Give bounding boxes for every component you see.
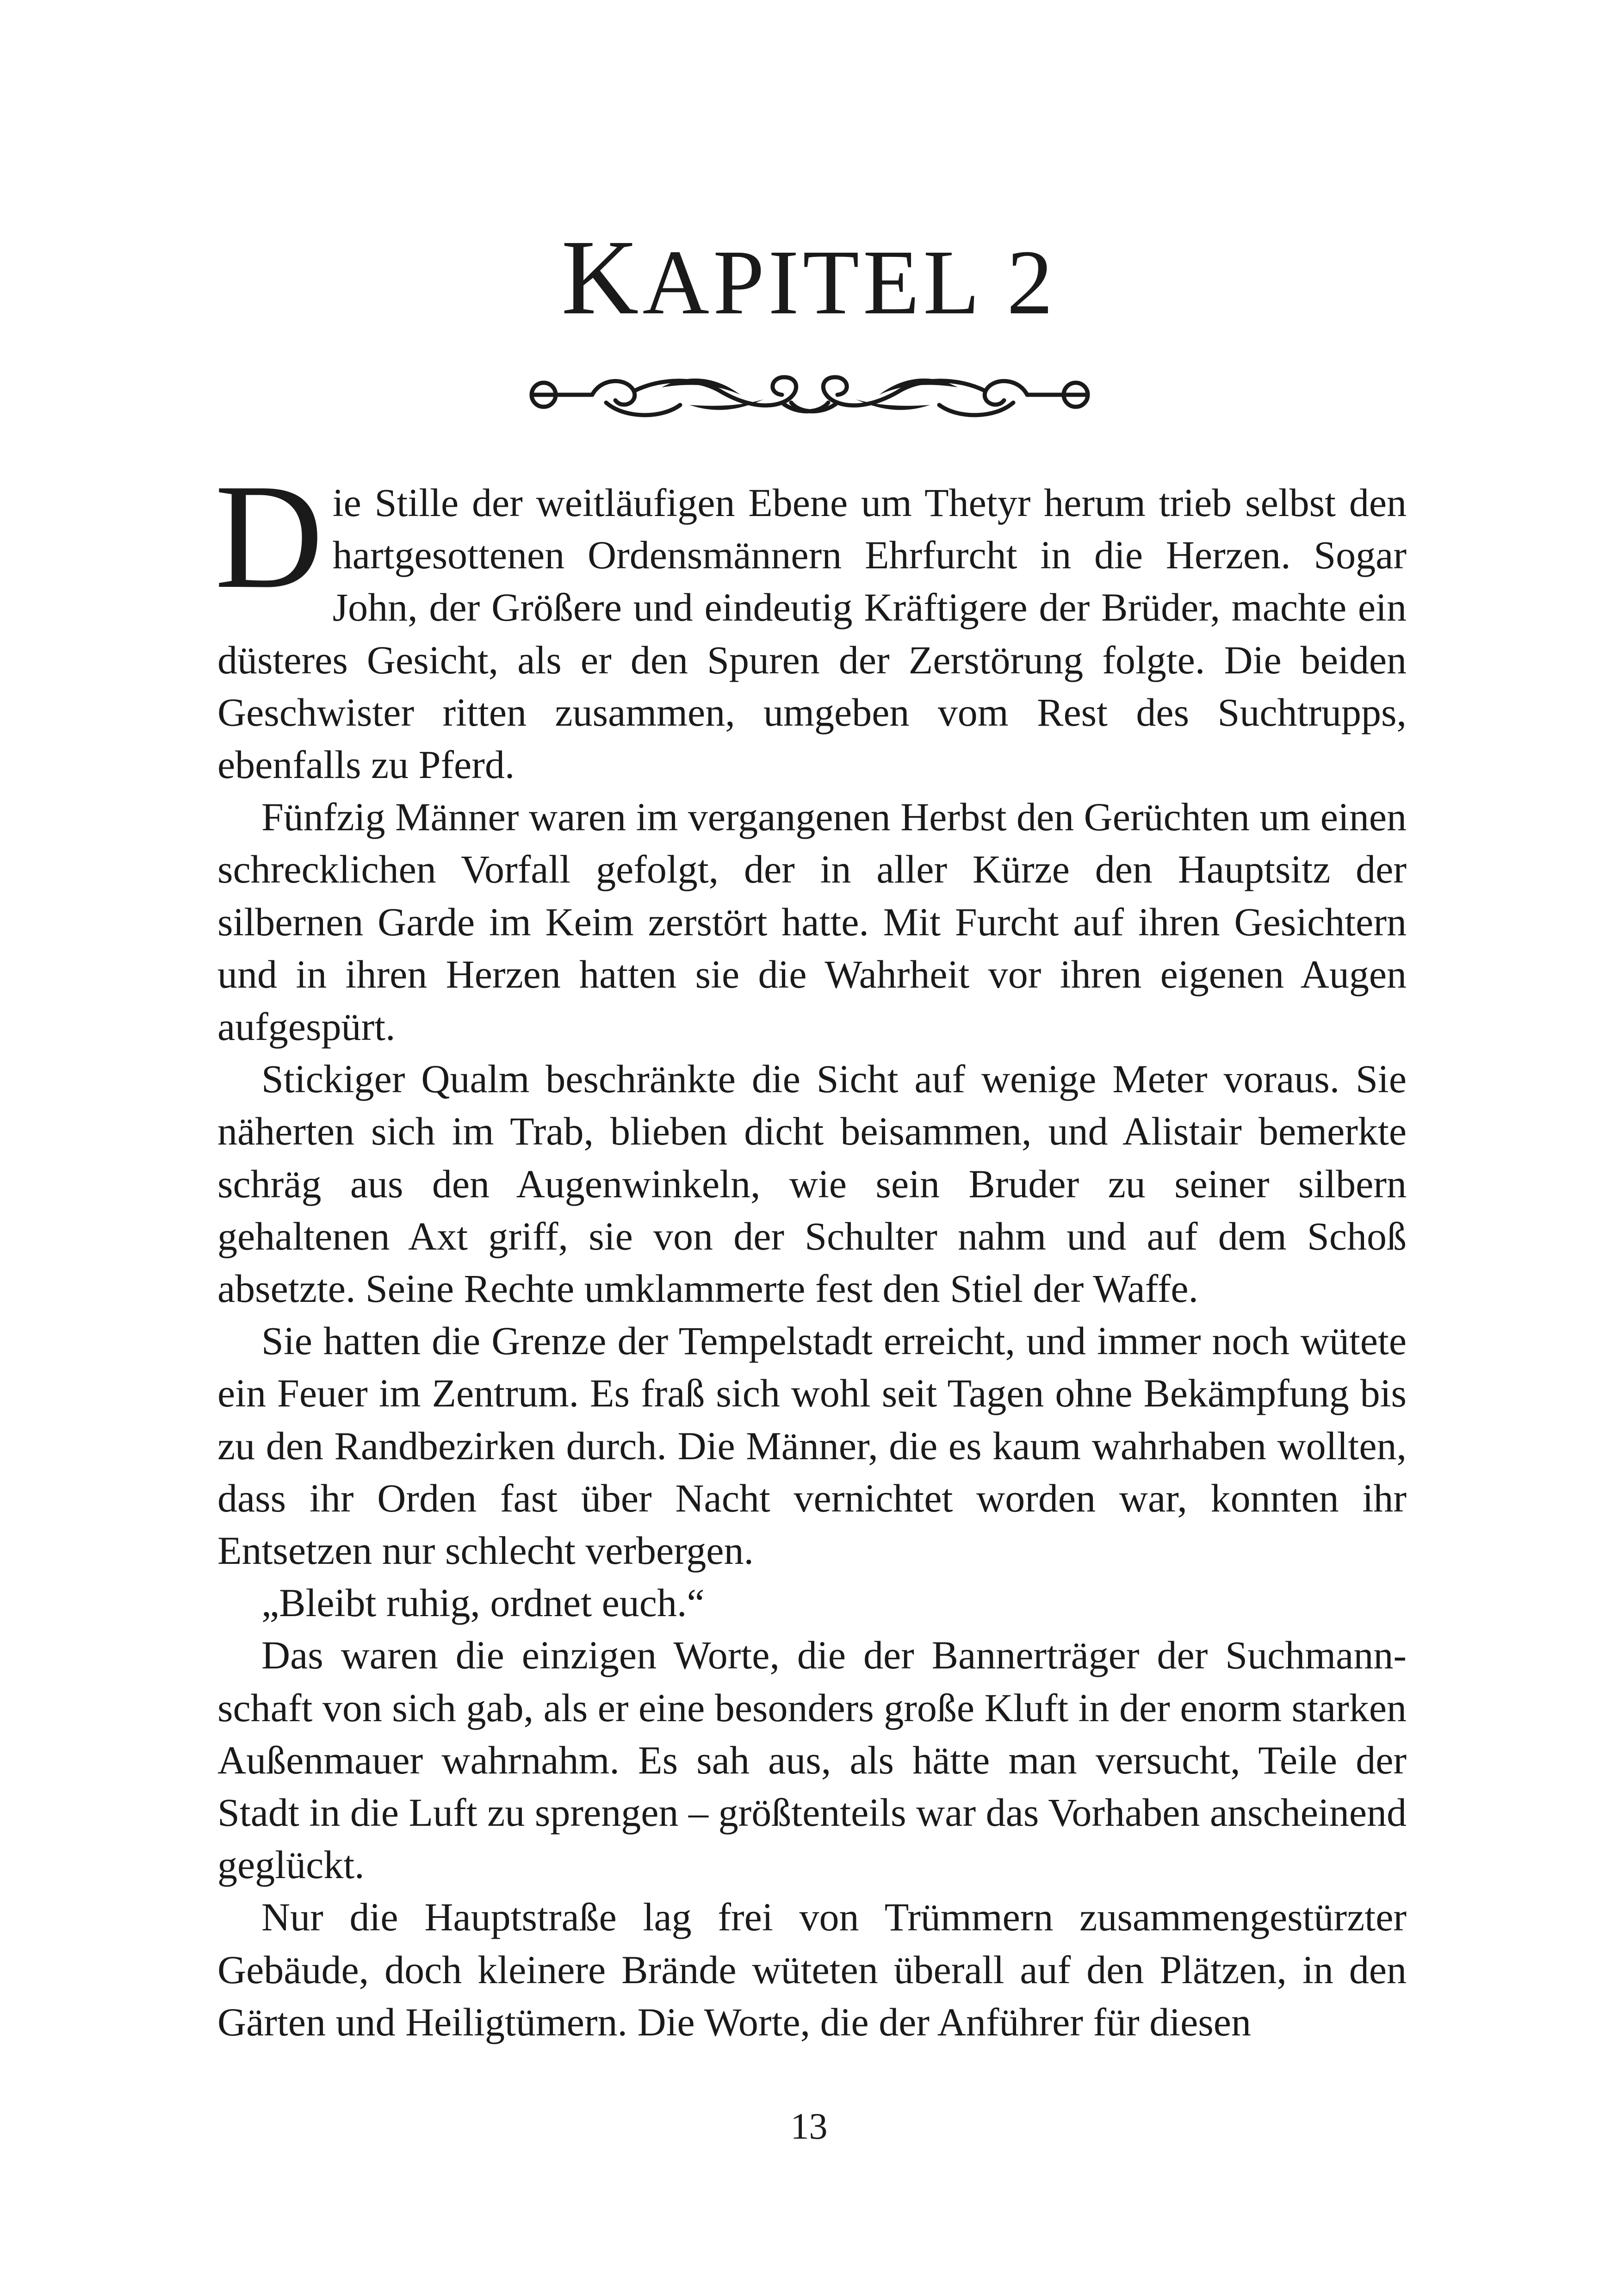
- paragraph-7: Nur die Hauptstraße lag frei von Trümmern zusammengestürzter Gebäude, doch kleinere Brände wüteten überall auf den Plätzen, in den Gärten und Heiligtümern. Die Worte, die der Anführer für diesen: [217, 1895, 1407, 2044]
- chapter-title-rest: APITEL 2: [642, 231, 1057, 334]
- paragraph-1: [215, 453, 1407, 791]
- chapter-title: [0, 218, 1618, 338]
- paragraph-2: Fünfzig Männer waren im vergangenen Herbst den Gerüchten um einen schrecklichen Vorfall gefolgt, der in aller Kürze den Hauptsitz der silbernen Garde im Keim zerstört hatte. Mit Furcht auf ihren Gesichtern und in ihren Herzen hatten sie die Wahrheit vor ihren eigenen Augen aufgespürt.: [217, 795, 1407, 1049]
- paragraph-6: Das waren die einzigen Worte, die der Bannerträger der Suchmannschaft von sich gab, als er eine besonders große Kluft in der enorm starken Außenmauer wahrnahm. Es sah aus, als hätte man versucht, Teile der Stadt in die Luft zu sprengen – größtenteils war das Vorhaben anscheinend geglückt.: [217, 1633, 1407, 1887]
- chapter-title-initial: K: [561, 218, 643, 337]
- paragraph-4: Sie hatten die Grenze der Tempelstadt erreicht, und immer noch wütete ein Feuer im Zentrum. Es fraß sich wohl seit Tagen ohne Bekämpfung bis zu den Randbezirken durch. Die Männer, die es kaum wahrhaben wollten, dass ihr Orden fast über Nacht vernichtet worden war, konnten ihr Entsetzen nur schlecht verbergen.: [217, 1319, 1407, 1573]
- page-number: 13: [790, 2106, 828, 2147]
- paragraph-5: „Bleibt ruhig, ordnet euch.“: [261, 1580, 705, 1625]
- drop-cap: D: [215, 453, 323, 620]
- paragraph-3: Stickiger Qualm beschränkte die Sicht auf wenige Meter voraus. Sie näherten sich im Trab, blieben dicht beisammen, und Alistair bemerkte schräg aus den Augenwinkeln, wie sein Bruder zu seiner silbern gehaltenen Axt griff, sie von der Schulter nahm und auf dem Schoß absetzte. Seine Rechte umklammerte fest den Stiel der Waffe.: [217, 1057, 1407, 1311]
- chapter-body: [215, 453, 1407, 2048]
- flourish-divider-icon: [523, 359, 1097, 428]
- paragraph-1-text: ie Stille der weitläufigen Ebene um Thetyr herum trieb selbst den hartgesottenen Ordensmännern Ehrfurcht in die Herzen. Sogar John, der Größere und eindeutig Kräftigere der Brüder, machte ein düsteres Gesicht, als er den Spuren der Zerstörung folgte. Die beiden Geschwister ritten zusammen, umgeben vom Rest des Suchtrupps, ebenfalls zu Pferd.: [217, 480, 1407, 787]
